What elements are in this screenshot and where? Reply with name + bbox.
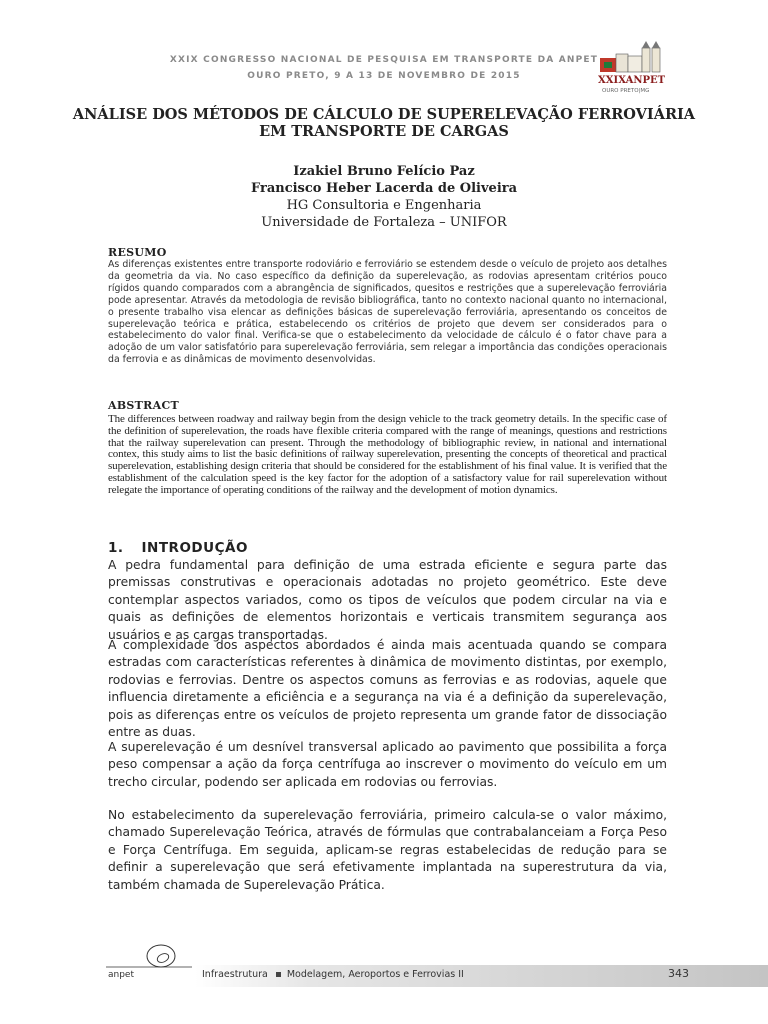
affiliation-1: HG Consultoria e Engenharia (286, 198, 482, 213)
affiliation-2: Universidade de Fortaleza – UNIFOR (261, 215, 507, 230)
section-number: 1. (108, 540, 124, 556)
square-bullet-icon (276, 972, 281, 977)
paper-title (60, 106, 708, 140)
footer-brand: anpet (108, 970, 134, 980)
conference-name: XXIX CONGRESSO NACIONAL DE PESQUISA EM TRANSPORTE DA ANPET (169, 55, 599, 65)
section-title: INTRODUÇÃO (141, 540, 248, 556)
paper-title-line-2: EM TRANSPORTE DE CARGAS (259, 123, 509, 140)
section-heading-introduction (108, 540, 248, 556)
conference-location-date: OURO PRETO, 9 A 13 DE NOVEMBRO DE 2015 (247, 71, 521, 81)
logo-sub-text: OURO PRETO|MG (602, 88, 650, 94)
paper-title-line-1: ANÁLISE DOS MÉTODOS DE CÁLCULO DE SUPERELEVAÇÃO FERROVIÁRIA (72, 106, 696, 123)
abstract-heading: ABSTRACT (108, 399, 179, 412)
logo-main-text: XXIXANPET (598, 75, 666, 86)
author-name-1: Izakiel Bruno Felício Paz (293, 164, 475, 179)
body-paragraph: A complexidade dos aspectos abordados é ainda mais acentuada quando se compara estradas com características referentes à dinâmica de movimento distintas, por exemplo, rodovias e ferrovias. Dentre os aspectos comuns as ferrovias e as rodovias, aquele que influencia diretamente a eficiência e a segurança na via é a definição da superelevação, pois as diferenças entre os veículos de projeto representa um grande fator de dissociação entre as duas. (108, 638, 667, 740)
page-number: 343 (668, 967, 689, 980)
body-paragraph: No estabelecimento da superelevação ferroviária, primeiro calcula-se o valor máximo, chamado Superelevação Teórica, através de fórmulas que contrabalanceiam a Força Peso e Força Centrífuga. Em seguida, aplicam-se regras estabelecidas de redução para se definir a superelevação que será efetivamente implantada na superestrutura da via, também chamada de Superelevação Prática. (108, 808, 667, 892)
body-paragraph: A pedra fundamental para definição de uma estrada eficiente e segura parte das premissas construtivas e operacionais adotadas no projeto geométrico. Este deve contemplar aspectos variados, como os tipos de veículos que podem circular na via e quais as definições de elementos horizontais e verticais transmitem segurança aos usuários e as cargas transportadas. (108, 558, 667, 642)
abstract-text: The differences between roadway and railway begin from the design vehicle to the track geometry details. In the specific case of the definition of superelevation, the roads have flexible criteria compared with the range of meanings, questions and restrictions that the railway superelevation can present. Through the methodology of bibliographic review, in national and international contex, this study aims to list the basic definitions of railway superelevation, presenting the concepts of theoretical and practical superelevation, establishing design criteria that should be considered for the establishment of his final value. It is verified that the establishment of the calculation speed is the key factor for the adoption of a satisfactory value for rail superelevation without relegate the importance of operating conditions of the railway and the development of motion dynamics. (108, 413, 667, 496)
author-block (60, 163, 708, 231)
body-paragraph: A superelevação é um desnível transversal aplicado ao pavimento que possibilita a força peso compensar a ação da força centrífuga ao inscrever o movimento do veículo em um trecho circular, podendo ser aplicada em rodovias ou ferrovias. (108, 740, 667, 789)
resumo-heading: RESUMO (108, 246, 167, 259)
footer-section-info (202, 969, 464, 980)
author-name-2: Francisco Heber Lacerda de Oliveira (250, 181, 518, 196)
footer-subsection: Modelagem, Aeroportos e Ferrovias II (286, 969, 464, 980)
resumo-text: As diferenças existentes entre transporte rodoviário e ferroviário se estendem desde o veículo de projeto aos detalhes da geometria da via. No caso específico da definição da superelevação, as rodovias apresentam critérios pouco rígidos quando comparados com a abrangência de significados, quesitos e restrições que a superelevação ferroviária pode apresentar. Através da metodologia de revisão bibliográfica, tanto no contexto nacional quanto no internacional, o presente trabalho visa elencar as definições básicas de superelevação ferroviária, apresentando os conceitos de superelevação teórica e prática, estabelecendo os critérios de projeto que devem ser considerados para o estabelecimento do valor final. Verifica-se que o estabelecimento da velocidade de cálculo é o fator chave para a adoção de um valor satisfatório para superelevação ferroviária, sem relegar a importância das condições operacionais da ferrovia e as dinâmicas de movimento desenvolvidas. (108, 259, 667, 366)
conference-logo (596, 40, 668, 98)
footer-section: Infraestrutura (202, 969, 268, 980)
